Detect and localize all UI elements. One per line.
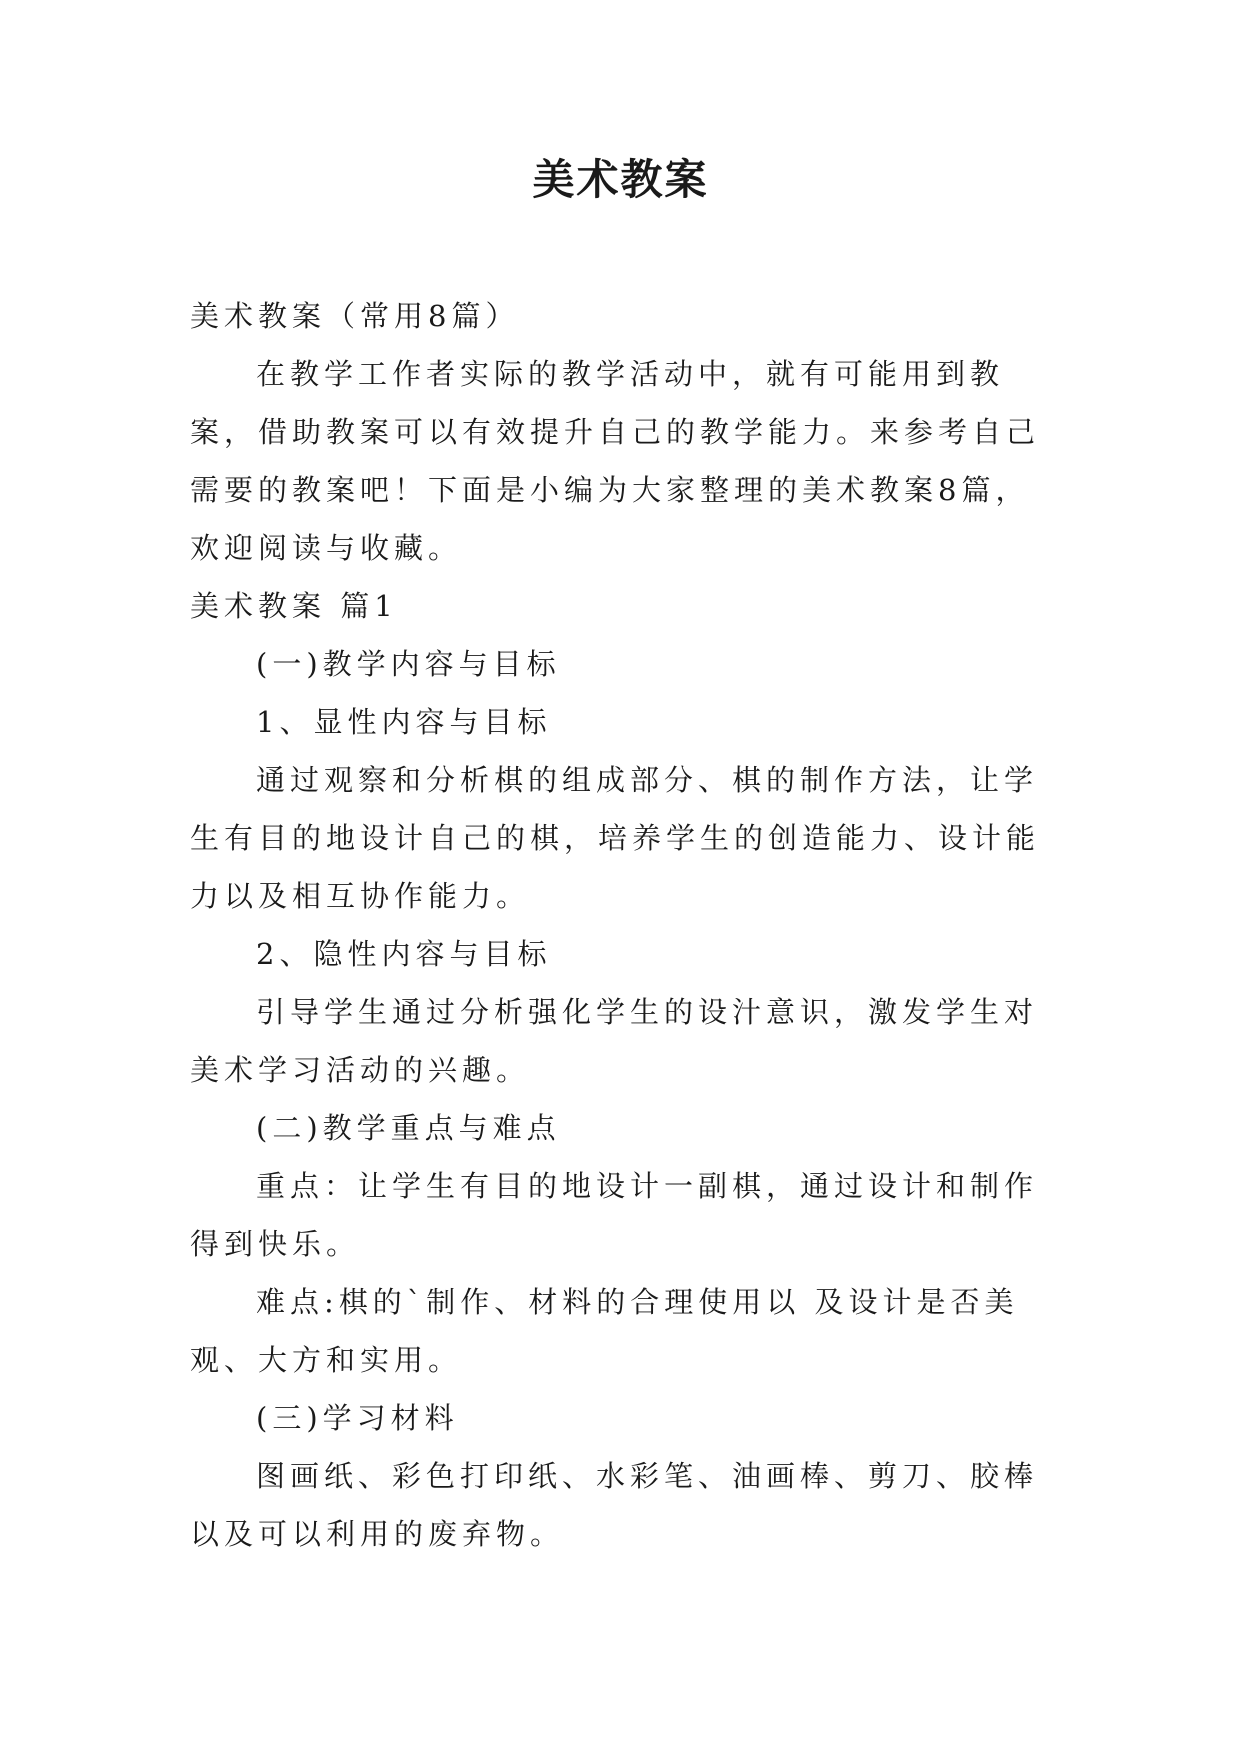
- paragraph: 重点：让学生有目的地设计一副棋，通过设计和制作得到快乐。: [190, 1169, 1039, 1261]
- paragraph-heading: 美术教案（常用8篇）: [190, 299, 520, 333]
- paragraph: 图画纸、彩色打印纸、水彩笔、油画棒、剪刀、胶棒以及可以利用的废弃物。: [190, 1459, 1039, 1551]
- subsection-heading: (三)学习材料: [256, 1401, 459, 1435]
- document-title: 美术教案: [532, 155, 709, 204]
- section-heading: 美术教案 篇1: [190, 589, 398, 623]
- subsection-heading: 1、显性内容与目标: [256, 705, 552, 739]
- subsection-heading: 2、隐性内容与目标: [256, 937, 552, 971]
- document-body: [190, 287, 1060, 1563]
- paragraph: 通过观察和分析棋的组成部分、棋的制作方法，让学生有目的地设计自己的棋，培养学生的创造能力、设计能力以及相互协作能力。: [190, 763, 1041, 913]
- paragraph: 引导学生通过分析强化学生的设汁意识，激发学生对美术学习活动的兴趣。: [190, 995, 1039, 1087]
- subsection-heading: (二)教学重点与难点: [256, 1111, 561, 1145]
- paragraph-intro: 在教学工作者实际的教学活动中，就有可能用到教案，借助教案可以有效提升自己的教学能力。来参考自己需要的教案吧！下面是小编为大家整理的美术教案8篇，欢迎阅读与收藏。: [190, 357, 1041, 565]
- subsection-heading: (一)教学内容与目标: [256, 647, 561, 681]
- paragraph: 难点:棋的`制作、材料的合理使用以 及设计是否美观、大方和实用。: [190, 1285, 1019, 1377]
